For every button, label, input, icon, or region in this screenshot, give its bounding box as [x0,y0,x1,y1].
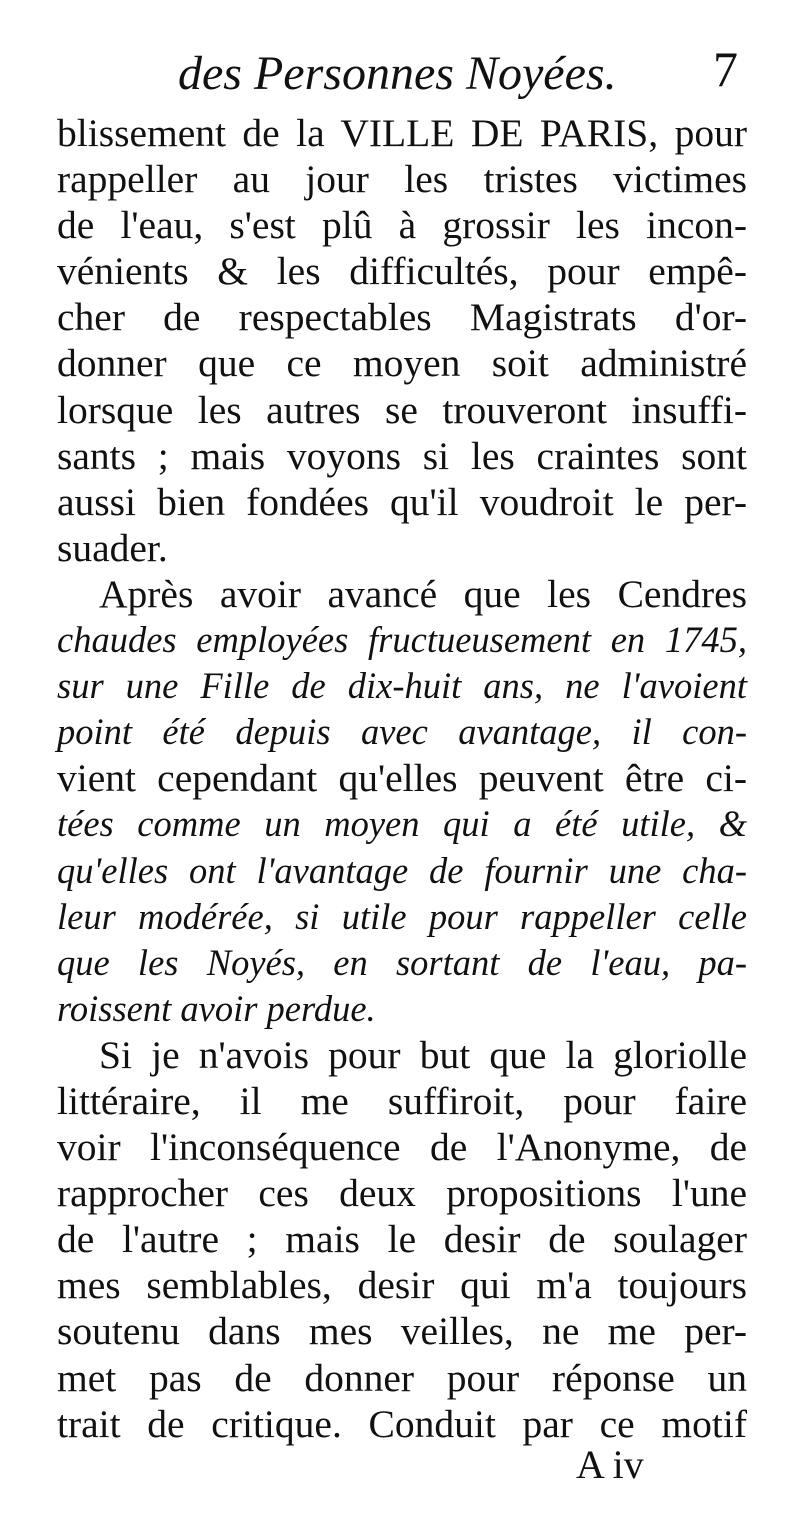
page-number: 7 [713,41,738,97]
text-line: point été depuis avec avantage, il con- [57,711,747,753]
text-line: qu'elles ont l'avantage de fournir une cha- [57,849,747,891]
text-line: cher de respectables Magistrats d'or- [57,295,747,340]
text-line: donner que ce moyen soit administré [57,341,747,386]
text-line: lorsque les autres se trouveront insuffi- [57,387,747,432]
text-line: trait de critique. Conduit par ce motif [57,1401,747,1446]
text-line: suader. [57,525,168,570]
text-line: met pas de donner pour réponse un [57,1355,747,1400]
text-line: rapprocher ces deux propositions l'une [57,1171,747,1216]
text-line: Après avoir avancé que les Cendres [99,571,747,616]
text-line: littéraire, il me suffiroit, pour faire [57,1078,747,1123]
text-line: vénients & les difficultés, pour empê- [57,249,747,294]
text-line: voir l'inconséquence de l'Anonyme, de [57,1125,747,1170]
text-line: vient cependant qu'elles peuvent être ci- [57,756,747,801]
text-line: blissement de la VILLE DE PARIS, pour [57,111,747,155]
running-title: des Personnes Noyées. [178,47,617,100]
text-line: rappeller au jour les tristes victimes [57,157,747,202]
text-line: sur une Fille de dix-huit ans, ne l'avoient [57,665,747,707]
text-line: que les Noyés, en sortant de l'eau, pa- [57,941,747,983]
text-line: sants ; mais voyons si les craintes sont [57,433,747,478]
text-line: tées comme un moyen qui a été utile, & [57,803,747,845]
page-body [57,110,747,1447]
page-header [0,40,800,110]
text-line: roissent avoir perdue. [57,987,376,1029]
text-line: Si je n'avois pour but que la gloriolle [99,1032,747,1077]
text-line: chaudes employées fructueusement en 1745, [57,619,747,661]
text-line: soutenu dans mes veilles, ne me per- [57,1309,747,1354]
text-line: de l'autre ; mais le desir de soulager [57,1217,747,1262]
text-line: de l'eau, s'est plû à grossir les incon- [57,203,747,248]
text-line: leur modérée, si utile pour rappeller celle [57,895,747,937]
text-line: mes semblables, desir qui m'a toujours [57,1263,747,1308]
text-line: aussi bien fondées qu'il voudroit le per- [57,479,747,524]
signature-mark: A iv [576,1442,644,1487]
